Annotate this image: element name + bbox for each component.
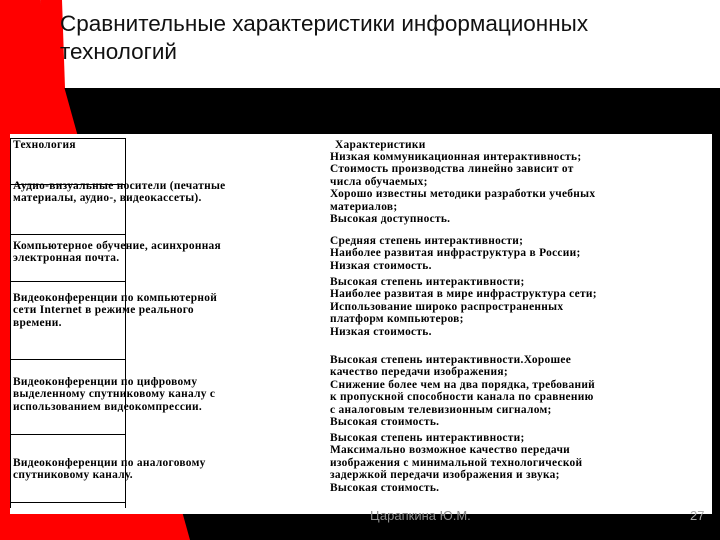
slide-title	[60, 10, 680, 66]
row-4-characteristics: Высокая степень интерактивности.Хорошее качество передачи изображения; Снижение более чем на два порядка, требований к пропускной способности канала по сравнению с аналоговым телевизионным сигналом; Высокая стоимость.	[330, 354, 596, 429]
row-5-characteristics: Высокая степень интерактивности; Максимально возможное качество передачи изображения с минимальной технологической задержкой передачи изображения и звука; Высокая стоимость.	[330, 432, 583, 494]
slide-title-line-2: технологий	[60, 39, 178, 64]
table-border-left	[10, 138, 11, 508]
row-3-technology: Видеоконференции по компьютерной сети Internet в режиме реального времени.	[13, 292, 218, 329]
row-5-technology: Видеоконференции по аналоговому спутниковому каналу.	[13, 457, 206, 482]
slide-title-line-1: Сравнительные характеристики информационных	[60, 11, 589, 36]
table-rule	[10, 234, 126, 235]
table-rule	[10, 434, 126, 435]
footer-author: Царапкина Ю.М.	[370, 508, 471, 523]
row-2-characteristics: Средняя степень интерактивности; Наиболее развитая инфраструктура в России; Низкая стоимость.	[330, 235, 581, 272]
page-number: 27	[690, 508, 705, 523]
row-1-characteristics: Низкая коммуникационная интерактивность; Стоимость производства линейно зависит от числа обучаемых; Хорошо известны методики разработки учебных материалов; Высокая доступность.	[330, 151, 596, 226]
table-rule	[10, 281, 126, 282]
row-1-technology: Аудио-визуальные носители (печатные материалы, аудио-, видеокассеты).	[13, 180, 226, 205]
row-2-technology: Компьютерное обучение, асинхронная электронная почта.	[13, 240, 222, 265]
comparison-table	[10, 134, 712, 514]
table-rule	[10, 359, 126, 360]
table-rule	[10, 502, 126, 503]
row-4-technology: Видеоконференции по цифровому выделенному спутниковому каналу с использованием видеокомпрессии.	[13, 376, 216, 413]
header-technology: Технология	[13, 139, 76, 151]
header-characteristics: Характеристики	[335, 139, 426, 151]
row-3-characteristics: Высокая степень интерактивности; Наиболее развитая в мире инфраструктура сети; Использование широко распространенных платформ компьютеров; Низкая стоимость.	[330, 276, 597, 338]
